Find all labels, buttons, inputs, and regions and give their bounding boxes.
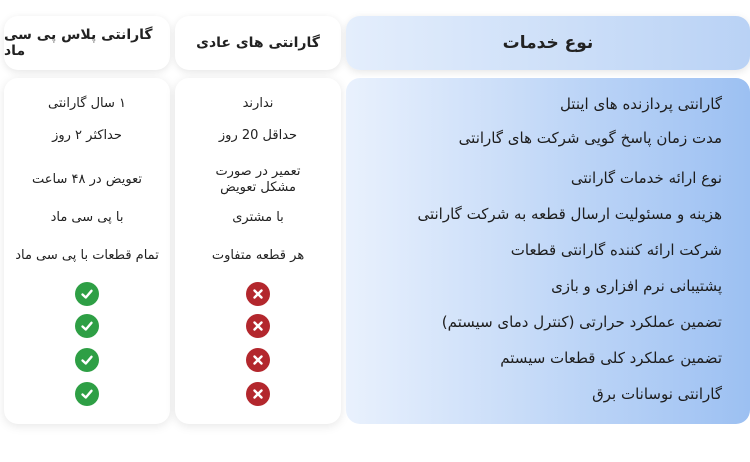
check-icon	[75, 314, 99, 338]
cross-icon	[246, 382, 270, 406]
regular-column	[175, 78, 341, 424]
plus-value-4: با پی سی ماد	[50, 210, 124, 225]
feature-row-8: تضمین عملکرد کلی قطعات سیستم	[500, 349, 722, 367]
feature-row-1: گارانتی پردازنده های اینتل	[559, 95, 722, 113]
feature-row-5: شرکت ارائه کننده گارانتی قطعات	[510, 241, 722, 259]
header-plus-label: گارانتی پلاس پی سی ماد	[4, 27, 153, 59]
header-regular-label: گارانتی های عادی	[196, 35, 320, 51]
cross-icon	[246, 282, 270, 306]
plus-check-row-3	[4, 346, 170, 374]
regular-check-row-3	[175, 346, 341, 374]
plus-check-row-4	[4, 380, 170, 408]
regular-check-row-4	[175, 380, 341, 408]
plus-check-row-1	[4, 280, 170, 308]
check-icon	[75, 282, 99, 306]
plus-value-5: تمام قطعات با پی سی ماد	[15, 248, 159, 263]
feature-row-3: نوع ارائه خدمات گارانتی	[570, 169, 722, 187]
cross-icon	[246, 348, 270, 372]
feature-row-6: پشتیبانی نرم افزاری و بازی	[551, 277, 722, 295]
feature-row-7: تضمین عملکرد حرارتی (کنترل دمای سیستم)	[441, 313, 722, 331]
plus-value-2: حداکثر ۲ روز	[52, 128, 122, 143]
plus-check-row-2	[4, 312, 170, 340]
regular-value-3-text: تعمیر در صورت مشکل تعویض	[215, 164, 301, 195]
header-services	[346, 16, 750, 70]
regular-value-1: ندارند	[242, 96, 274, 111]
plus-value-3: تعویض در ۴۸ ساعت	[32, 172, 142, 187]
header-services-label: نوع خدمات	[502, 33, 594, 53]
feature-row-9: گارانتی نوسانات برق	[592, 385, 722, 403]
regular-value-5: هر قطعه متفاوت	[211, 248, 305, 263]
plus-value-1: ۱ سال گارانتی	[48, 96, 126, 111]
feature-row-4: هزینه و مسئولیت ارسال قطعه به شرکت گارانتی	[417, 205, 722, 223]
regular-value-2: حداقل 20 روز	[218, 128, 298, 143]
feature-row-2: مدت زمان پاسخ گویی شرکت های گارانتی	[458, 129, 722, 147]
cross-icon	[246, 314, 270, 338]
header-regular	[175, 16, 341, 70]
check-icon	[75, 348, 99, 372]
regular-check-row-2	[175, 312, 341, 340]
features-panel	[346, 78, 750, 424]
regular-check-row-1	[175, 280, 341, 308]
regular-value-3	[175, 162, 341, 198]
regular-value-4: با مشتری	[232, 210, 284, 225]
plus-column	[4, 78, 170, 424]
check-icon	[75, 382, 99, 406]
header-plus	[4, 16, 170, 70]
